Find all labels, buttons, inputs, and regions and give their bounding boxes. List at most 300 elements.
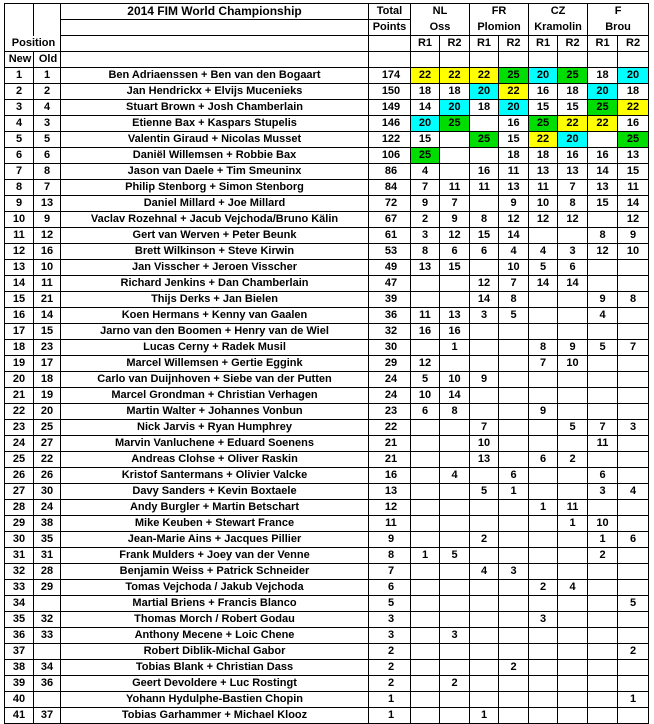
race-points — [411, 708, 440, 724]
total-points: 67 — [369, 212, 411, 228]
race-points: 16 — [558, 148, 588, 164]
team-name: Tobias Garhammer + Michael Klooz — [61, 708, 369, 724]
race-points — [470, 116, 499, 132]
table-row — [5, 532, 649, 548]
position-old: 33 — [34, 628, 61, 644]
race-points — [588, 628, 618, 644]
race-label: R1 — [470, 36, 499, 52]
race-points — [558, 644, 588, 660]
position-old: 35 — [34, 532, 61, 548]
race-points — [470, 692, 499, 708]
total-points: 3 — [369, 628, 411, 644]
position-old: 12 — [34, 228, 61, 244]
race-points: 10 — [558, 356, 588, 372]
race-points: 15 — [618, 164, 649, 180]
total-points: 2 — [369, 644, 411, 660]
table-row — [5, 84, 649, 100]
race-points — [558, 468, 588, 484]
race-points: 25 — [529, 116, 558, 132]
table-row — [5, 676, 649, 692]
total-points: 72 — [369, 196, 411, 212]
race-points: 5 — [499, 308, 529, 324]
header-blank-new-2 — [5, 20, 34, 36]
race-points: 12 — [440, 228, 470, 244]
race-points — [588, 372, 618, 388]
race-points: 14 — [529, 276, 558, 292]
race-points: 11 — [470, 180, 499, 196]
race-points — [499, 644, 529, 660]
header-row-1 — [5, 4, 649, 20]
race-points — [588, 676, 618, 692]
table-row — [5, 308, 649, 324]
race-points: 9 — [558, 340, 588, 356]
race-points: 4 — [440, 468, 470, 484]
race-points: 18 — [411, 84, 440, 100]
team-name: Daniel Millard + Joe Millard — [61, 196, 369, 212]
team-name: Brett Wilkinson + Steve Kirwin — [61, 244, 369, 260]
header-blank-cell — [529, 52, 558, 68]
race-points — [558, 676, 588, 692]
race-points: 1 — [440, 340, 470, 356]
position-new: 25 — [5, 452, 34, 468]
position-old: 20 — [34, 404, 61, 420]
table-row — [5, 68, 649, 84]
event-venue-plomion: Plomion — [470, 20, 529, 36]
race-points — [529, 308, 558, 324]
race-points — [588, 660, 618, 676]
race-points: 22 — [618, 100, 649, 116]
race-points — [529, 692, 558, 708]
table-row — [5, 116, 649, 132]
total-points: 16 — [369, 468, 411, 484]
position-new: 29 — [5, 516, 34, 532]
total-points: 122 — [369, 132, 411, 148]
race-points — [440, 148, 470, 164]
position-old: 23 — [34, 340, 61, 356]
race-points: 12 — [588, 244, 618, 260]
table-row — [5, 164, 649, 180]
race-label: R1 — [411, 36, 440, 52]
race-points: 18 — [499, 148, 529, 164]
race-points — [529, 468, 558, 484]
race-points: 10 — [440, 372, 470, 388]
race-points — [618, 404, 649, 420]
total-points: 1 — [369, 708, 411, 724]
race-points — [618, 708, 649, 724]
race-points: 7 — [558, 180, 588, 196]
header-blank-new — [5, 4, 34, 20]
race-points — [618, 548, 649, 564]
position-new: 28 — [5, 500, 34, 516]
race-points — [470, 516, 499, 532]
race-points: 13 — [588, 180, 618, 196]
total-points: 2 — [369, 676, 411, 692]
total-points: 32 — [369, 324, 411, 340]
position-header: Position — [5, 36, 61, 52]
total-points: 1 — [369, 692, 411, 708]
race-points: 2 — [558, 452, 588, 468]
race-points — [470, 324, 499, 340]
race-points — [411, 340, 440, 356]
race-label: R1 — [588, 36, 618, 52]
race-points: 1 — [529, 500, 558, 516]
total-points: 6 — [369, 580, 411, 596]
total-points: 21 — [369, 436, 411, 452]
race-points: 20 — [470, 84, 499, 100]
position-new: 13 — [5, 260, 34, 276]
position-old: 4 — [34, 100, 61, 116]
race-points: 8 — [499, 292, 529, 308]
total-points: 61 — [369, 228, 411, 244]
race-points: 3 — [470, 308, 499, 324]
team-name: Andy Burgler + Martin Betschart — [61, 500, 369, 516]
race-points: 7 — [411, 180, 440, 196]
race-points — [558, 628, 588, 644]
team-name: Mike Keuben + Stewart France — [61, 516, 369, 532]
team-name: Thomas Morch / Robert Godau — [61, 612, 369, 628]
race-points — [470, 340, 499, 356]
header-blank-name-4 — [61, 52, 369, 68]
team-name: Stuart Brown + Josh Chamberlain — [61, 100, 369, 116]
position-new: 2 — [5, 84, 34, 100]
race-points: 6 — [588, 468, 618, 484]
race-points — [529, 564, 558, 580]
points-header: Points — [369, 20, 411, 36]
total-points: 23 — [369, 404, 411, 420]
race-points: 20 — [618, 68, 649, 84]
race-points: 12 — [618, 212, 649, 228]
position-old: 7 — [34, 180, 61, 196]
race-points: 9 — [440, 212, 470, 228]
race-points — [440, 532, 470, 548]
race-points: 10 — [499, 260, 529, 276]
team-name: Etienne Bax + Kaspars Stupelis — [61, 116, 369, 132]
race-points — [558, 308, 588, 324]
race-points: 6 — [411, 404, 440, 420]
position-old: 8 — [34, 164, 61, 180]
header-blank-cell — [588, 52, 618, 68]
position-new: 41 — [5, 708, 34, 724]
total-header: Total — [369, 4, 411, 20]
race-label: R2 — [440, 36, 470, 52]
race-points: 3 — [558, 244, 588, 260]
race-points — [470, 676, 499, 692]
table-row — [5, 356, 649, 372]
race-points: 6 — [529, 452, 558, 468]
position-new: 8 — [5, 180, 34, 196]
total-points: 149 — [369, 100, 411, 116]
table-row — [5, 260, 649, 276]
race-points — [529, 436, 558, 452]
team-name: Martial Briens + Francis Blanco — [61, 596, 369, 612]
header-blank-name-2 — [61, 20, 369, 36]
race-points: 1 — [618, 692, 649, 708]
event-country-fr: FR — [470, 4, 529, 20]
table-row — [5, 692, 649, 708]
race-points — [411, 564, 440, 580]
position-old: 31 — [34, 548, 61, 564]
table-title: 2014 FIM World Championship — [61, 4, 369, 20]
race-points — [411, 276, 440, 292]
race-points: 25 — [588, 100, 618, 116]
race-points: 1 — [588, 532, 618, 548]
header-blank-cell — [558, 52, 588, 68]
team-name: Jean-Marie Ains + Jacques Pillier — [61, 532, 369, 548]
race-points — [499, 596, 529, 612]
team-name: Davy Sanders + Kevin Boxtaele — [61, 484, 369, 500]
new-header: New — [5, 52, 34, 68]
race-points — [558, 484, 588, 500]
race-points — [470, 356, 499, 372]
race-points — [618, 372, 649, 388]
table-row — [5, 420, 649, 436]
race-points — [558, 708, 588, 724]
race-points: 22 — [499, 84, 529, 100]
race-points — [588, 212, 618, 228]
race-points: 16 — [588, 148, 618, 164]
race-points — [470, 388, 499, 404]
position-new: 7 — [5, 164, 34, 180]
race-points: 7 — [618, 340, 649, 356]
race-points — [529, 228, 558, 244]
position-old: 34 — [34, 660, 61, 676]
race-points: 2 — [588, 548, 618, 564]
race-points: 22 — [588, 116, 618, 132]
race-points: 15 — [440, 260, 470, 276]
race-points: 18 — [588, 68, 618, 84]
position-old: 17 — [34, 356, 61, 372]
race-points: 1 — [470, 708, 499, 724]
race-points: 11 — [618, 180, 649, 196]
total-points: 2 — [369, 660, 411, 676]
race-points — [558, 388, 588, 404]
race-points — [440, 164, 470, 180]
race-points: 2 — [470, 532, 499, 548]
team-name: Jason van Daele + Tim Smeuninx — [61, 164, 369, 180]
race-points: 20 — [440, 100, 470, 116]
race-points: 16 — [470, 164, 499, 180]
race-points: 13 — [499, 180, 529, 196]
event-venue-kramolin: Kramolin — [529, 20, 588, 36]
team-name: Marcel Willemsen + Gertie Eggink — [61, 356, 369, 372]
race-points — [411, 660, 440, 676]
position-old: 22 — [34, 452, 61, 468]
race-points — [470, 260, 499, 276]
table-row — [5, 468, 649, 484]
race-points: 25 — [499, 68, 529, 84]
race-points — [499, 356, 529, 372]
position-old: 2 — [34, 84, 61, 100]
race-points — [588, 356, 618, 372]
race-points: 2 — [618, 644, 649, 660]
race-points: 9 — [470, 372, 499, 388]
table-row — [5, 340, 649, 356]
race-points — [440, 580, 470, 596]
position-new: 14 — [5, 276, 34, 292]
team-name: Daniël Willemsen + Robbie Bax — [61, 148, 369, 164]
race-points — [499, 580, 529, 596]
race-points: 4 — [558, 580, 588, 596]
race-points — [529, 596, 558, 612]
race-points — [588, 260, 618, 276]
race-points — [529, 388, 558, 404]
championship-table — [4, 3, 649, 724]
position-new: 3 — [5, 100, 34, 116]
race-points — [618, 676, 649, 692]
position-new: 39 — [5, 676, 34, 692]
race-points — [499, 500, 529, 516]
race-points: 16 — [618, 116, 649, 132]
total-points: 86 — [369, 164, 411, 180]
position-new: 26 — [5, 468, 34, 484]
race-points — [411, 532, 440, 548]
race-points — [529, 628, 558, 644]
header-row-4 — [5, 52, 649, 68]
race-points — [529, 548, 558, 564]
position-old: 30 — [34, 484, 61, 500]
team-name: Marvin Vanluchene + Eduard Soenens — [61, 436, 369, 452]
race-points — [618, 500, 649, 516]
race-points — [618, 628, 649, 644]
race-points — [470, 468, 499, 484]
race-points: 8 — [529, 340, 558, 356]
race-points: 3 — [588, 484, 618, 500]
race-points: 25 — [558, 68, 588, 84]
table-row — [5, 100, 649, 116]
race-points — [440, 132, 470, 148]
race-points — [499, 404, 529, 420]
race-points — [440, 516, 470, 532]
race-points: 6 — [618, 532, 649, 548]
event-country-f: F — [588, 4, 649, 20]
position-new: 31 — [5, 548, 34, 564]
race-points: 5 — [411, 372, 440, 388]
race-points — [440, 356, 470, 372]
race-points: 6 — [558, 260, 588, 276]
race-points: 15 — [558, 100, 588, 116]
race-points: 11 — [499, 164, 529, 180]
total-points: 146 — [369, 116, 411, 132]
race-points: 9 — [411, 196, 440, 212]
race-points — [558, 532, 588, 548]
race-points — [470, 612, 499, 628]
position-old: 29 — [34, 580, 61, 596]
race-points — [470, 628, 499, 644]
race-points: 20 — [411, 116, 440, 132]
race-points — [588, 500, 618, 516]
table-row — [5, 628, 649, 644]
team-name: Valentin Giraud + Nicolas Musset — [61, 132, 369, 148]
race-points — [499, 436, 529, 452]
table-row — [5, 132, 649, 148]
race-points — [618, 388, 649, 404]
race-points: 13 — [440, 308, 470, 324]
old-header: Old — [34, 52, 61, 68]
total-points: 13 — [369, 484, 411, 500]
position-new: 33 — [5, 580, 34, 596]
race-points: 18 — [470, 100, 499, 116]
race-points — [618, 580, 649, 596]
race-points: 7 — [529, 356, 558, 372]
race-points — [470, 196, 499, 212]
team-name: Frank Mulders + Joey van der Venne — [61, 548, 369, 564]
total-points: 29 — [369, 356, 411, 372]
position-old — [34, 644, 61, 660]
team-name: Geert Devoldere + Luc Rostingt — [61, 676, 369, 692]
race-points: 6 — [499, 468, 529, 484]
race-points — [618, 324, 649, 340]
race-points: 25 — [470, 132, 499, 148]
race-points: 14 — [411, 100, 440, 116]
race-points: 25 — [618, 132, 649, 148]
race-points: 13 — [470, 452, 499, 468]
race-points — [588, 596, 618, 612]
race-points — [499, 628, 529, 644]
race-points — [499, 372, 529, 388]
position-new: 6 — [5, 148, 34, 164]
race-points — [499, 676, 529, 692]
position-new: 30 — [5, 532, 34, 548]
race-points: 7 — [588, 420, 618, 436]
race-points: 16 — [440, 324, 470, 340]
total-points: 36 — [369, 308, 411, 324]
table-row — [5, 612, 649, 628]
position-old: 6 — [34, 148, 61, 164]
header-blank-name-3 — [61, 36, 369, 52]
race-points — [529, 324, 558, 340]
team-name: Vaclav Rozehnal + Jacub Vejchoda/Bruno Kälin — [61, 212, 369, 228]
position-new: 34 — [5, 596, 34, 612]
race-points — [529, 516, 558, 532]
race-points: 16 — [529, 84, 558, 100]
position-new: 40 — [5, 692, 34, 708]
race-points: 12 — [411, 356, 440, 372]
race-points: 18 — [529, 148, 558, 164]
race-points: 9 — [499, 196, 529, 212]
position-old: 25 — [34, 420, 61, 436]
position-old: 37 — [34, 708, 61, 724]
race-points — [618, 260, 649, 276]
race-points: 3 — [440, 628, 470, 644]
race-points — [558, 436, 588, 452]
race-points: 4 — [411, 164, 440, 180]
table-row — [5, 244, 649, 260]
race-points: 9 — [618, 228, 649, 244]
position-old: 21 — [34, 292, 61, 308]
race-points — [588, 644, 618, 660]
table-row — [5, 276, 649, 292]
team-name: Marcel Grondman + Christian Verhagen — [61, 388, 369, 404]
race-points: 8 — [588, 228, 618, 244]
header-blank-cell — [499, 52, 529, 68]
race-points: 1 — [411, 548, 440, 564]
race-points — [558, 596, 588, 612]
position-old: 27 — [34, 436, 61, 452]
table-row — [5, 292, 649, 308]
race-points: 5 — [440, 548, 470, 564]
race-points — [411, 596, 440, 612]
race-points: 20 — [499, 100, 529, 116]
race-points: 15 — [499, 132, 529, 148]
header-blank-old — [34, 4, 61, 20]
race-points — [411, 612, 440, 628]
race-points — [440, 276, 470, 292]
position-new: 17 — [5, 324, 34, 340]
header-row-2 — [5, 20, 649, 36]
position-old: 15 — [34, 324, 61, 340]
race-points — [529, 644, 558, 660]
race-points — [499, 708, 529, 724]
